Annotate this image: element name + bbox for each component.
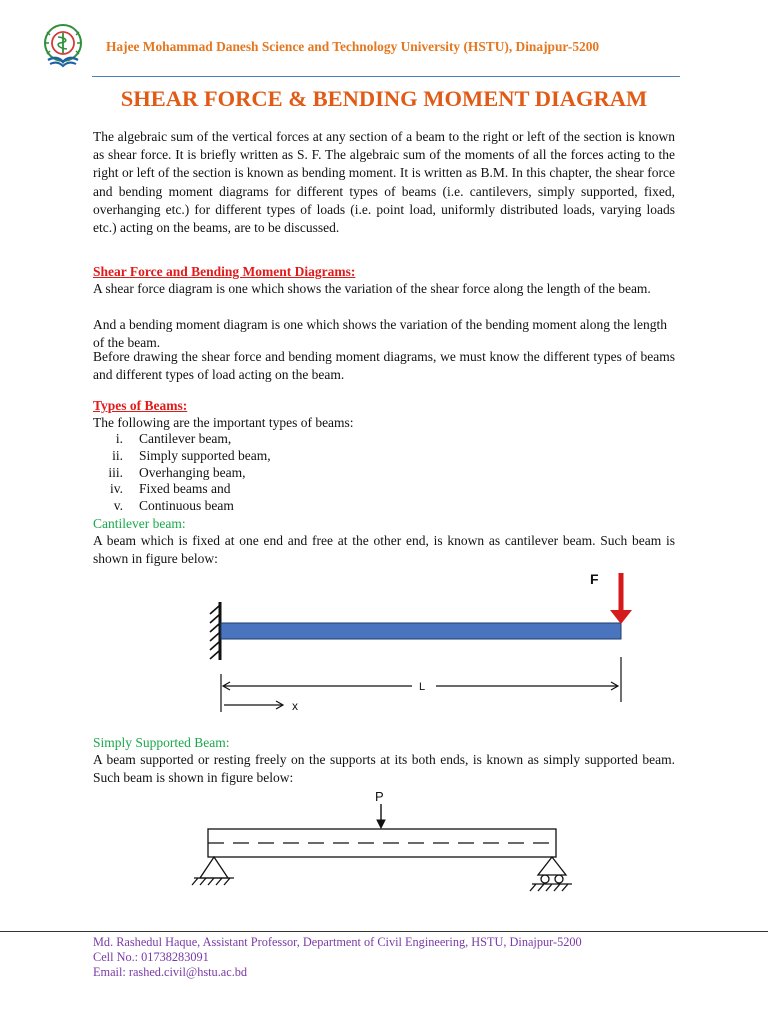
fixed-support	[210, 602, 220, 660]
load-arrow-f	[610, 573, 632, 624]
university-name: Hajee Mohammad Danesh Science and Technology University (HSTU), Dinajpur-5200	[106, 39, 600, 54]
types-lead: The following are the important types of beams:	[93, 415, 354, 430]
page-header	[40, 22, 730, 72]
footer-author: Md. Rashedul Haque, Assistant Professor, Department of Civil Engineering, HSTU, Dinajpur-5200	[93, 935, 582, 949]
sfbm-paragraph-1: A shear force diagram is one which shows the variation of the shear force along the length of the beam.	[93, 281, 651, 296]
load-label-p: P	[375, 789, 384, 804]
length-label: L	[419, 681, 426, 693]
simply-supported-paragraph: A beam supported or resting freely on the supports at its both ends, is known as simply supported beam. Such beam is shown in figure below:	[93, 752, 675, 786]
footer-divider	[0, 931, 768, 932]
x-label: x	[292, 699, 298, 713]
section-heading-sfbm: Shear Force and Bending Moment Diagrams:	[93, 264, 356, 279]
cantilever-beam	[221, 623, 621, 639]
intro-paragraph: The algebraic sum of the vertical forces at any section of a beam to the right or left of the section is known as shear force. It is briefly written as S. F. The algebraic sum of the moments of all the forces acting to the right or left of the section is known as bending moment. It is written as B.M. In this chapter, the shear force and bending moment diagrams for different types of beams (i.e. cantilevers, simply supported, fixed, overhanging etc.) for different types of loads (i.e. point load, uniformly distributed loads, varying loads etc.) acting on the beams, are to be discussed.	[93, 129, 675, 236]
cantilever-beam-figure	[190, 566, 640, 716]
header-divider	[92, 76, 680, 77]
footer-cell: Cell No.: 01738283091	[93, 950, 209, 964]
sfbm-paragraph-3: Before drawing the shear force and bending moment diagrams, we must know the different types of beams and different types of load acting on the beam.	[93, 349, 675, 383]
page-title: SHEAR FORCE & BENDING MOMENT DIAGRAM	[120, 86, 648, 111]
footer-email: Email: rashed.civil@hstu.ac.bd	[93, 965, 248, 979]
subheading-cantilever: Cantilever beam:	[93, 516, 186, 531]
simply-supported-beam-figure	[186, 786, 576, 904]
pin-support	[192, 857, 234, 885]
load-arrow-p	[377, 804, 385, 828]
cantilever-paragraph: A beam which is fixed at one end and free at the other end, is known as cantilever beam. Such beam is shown in figure below:	[93, 533, 675, 567]
sfbm-paragraph-2: And a bending moment diagram is one which shows the variation of the bending moment along the length of the beam.	[93, 317, 668, 351]
section-heading-types: Types of Beams:	[93, 398, 188, 413]
hstu-logo-icon	[40, 22, 86, 68]
subheading-simply-supported: Simply Supported Beam:	[93, 735, 230, 750]
load-label-f: F	[590, 571, 599, 587]
roller-support	[530, 857, 572, 891]
